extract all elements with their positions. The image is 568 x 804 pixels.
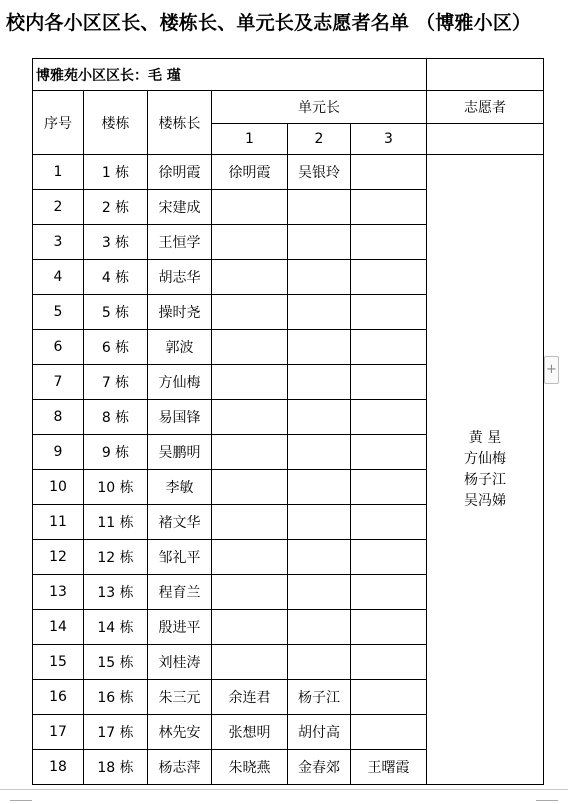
row-unit-1-cell [212, 540, 288, 575]
district-row-blank-cell [427, 59, 544, 91]
row-unit-1-cell [212, 190, 288, 225]
row-building-cell: 16 栋 [84, 680, 148, 715]
row-unit-3-cell [351, 365, 427, 400]
row-building-leader-cell: 易国锋 [148, 400, 212, 435]
row-building-cell: 4 栋 [84, 260, 148, 295]
row-unit-2-cell [288, 225, 351, 260]
row-index-cell: 3 [33, 225, 84, 260]
row-building-leader-cell: 郭波 [148, 330, 212, 365]
volunteer-subheader-blank [427, 124, 544, 155]
header-unit-1: 1 [212, 124, 288, 155]
row-index-cell: 11 [33, 505, 84, 540]
row-building-cell: 10 栋 [84, 470, 148, 505]
row-unit-3-cell [351, 190, 427, 225]
row-building-cell: 2 栋 [84, 190, 148, 225]
row-unit-3-cell [351, 400, 427, 435]
row-building-cell: 5 栋 [84, 295, 148, 330]
header-unit-2: 2 [288, 124, 351, 155]
volunteers-cell [427, 155, 544, 785]
row-building-leader-cell: 程育兰 [148, 575, 212, 610]
row-unit-3-cell [351, 610, 427, 645]
row-unit-1-cell [212, 575, 288, 610]
row-unit-2-cell: 吴银玲 [288, 155, 351, 190]
header-building-leader: 楼栋长 [148, 91, 212, 155]
row-unit-3-cell [351, 715, 427, 750]
row-index-cell: 12 [33, 540, 84, 575]
header-building: 楼栋 [84, 91, 148, 155]
row-unit-2-cell [288, 400, 351, 435]
row-unit-2-cell [288, 260, 351, 295]
plus-icon[interactable]: + [544, 356, 559, 384]
row-unit-3-cell [351, 435, 427, 470]
row-index-cell: 17 [33, 715, 84, 750]
row-unit-2-cell [288, 365, 351, 400]
row-building-leader-cell: 操时尧 [148, 295, 212, 330]
row-building-cell: 1 栋 [84, 155, 148, 190]
row-unit-1-cell: 余连君 [212, 680, 288, 715]
row-building-leader-cell: 方仙梅 [148, 365, 212, 400]
row-unit-3-cell [351, 680, 427, 715]
row-building-cell: 7 栋 [84, 365, 148, 400]
row-building-cell: 6 栋 [84, 330, 148, 365]
row-unit-2-cell: 杨子江 [288, 680, 351, 715]
row-index-cell: 9 [33, 435, 84, 470]
row-building-leader-cell: 王恒学 [148, 225, 212, 260]
row-unit-2-cell [288, 575, 351, 610]
row-building-cell: 12 栋 [84, 540, 148, 575]
row-building-leader-cell: 徐明霞 [148, 155, 212, 190]
row-unit-2-cell [288, 505, 351, 540]
row-index-cell: 18 [33, 750, 84, 785]
row-index-cell: 16 [33, 680, 84, 715]
row-unit-1-cell [212, 645, 288, 680]
row-index-cell: 7 [33, 365, 84, 400]
row-building-cell: 13 栋 [84, 575, 148, 610]
row-index-cell: 2 [33, 190, 84, 225]
row-unit-2-cell [288, 435, 351, 470]
header-unit-leaders: 单元长 [212, 91, 427, 124]
row-building-leader-cell: 胡志华 [148, 260, 212, 295]
row-building-leader-cell: 朱三元 [148, 680, 212, 715]
row-building-leader-cell: 杨志萍 [148, 750, 212, 785]
row-unit-3-cell [351, 295, 427, 330]
row-unit-1-cell [212, 330, 288, 365]
volunteer-name: 方仙梅 [464, 450, 506, 467]
row-unit-3-cell [351, 470, 427, 505]
row-unit-3-cell [351, 155, 427, 190]
row-unit-1-cell [212, 225, 288, 260]
row-building-leader-cell: 林先安 [148, 715, 212, 750]
page-bottom-edge [0, 789, 568, 804]
row-unit-3-cell [351, 540, 427, 575]
row-building-cell: 18 栋 [84, 750, 148, 785]
row-building-cell: 3 栋 [84, 225, 148, 260]
row-unit-2-cell [288, 470, 351, 505]
row-unit-2-cell: 胡付高 [288, 715, 351, 750]
header-index: 序号 [33, 91, 84, 155]
row-unit-3-cell [351, 645, 427, 680]
row-unit-1-cell [212, 505, 288, 540]
document-title: 校内各小区区长、楼栋长、单元长及志愿者名单 （博雅小区） [6, 12, 532, 34]
row-unit-1-cell [212, 260, 288, 295]
row-unit-2-cell [288, 645, 351, 680]
row-building-leader-cell: 吴鹏明 [148, 435, 212, 470]
row-index-cell: 8 [33, 400, 84, 435]
row-unit-3-cell [351, 260, 427, 295]
row-index-cell: 13 [33, 575, 84, 610]
volunteer-name: 黄 星 [468, 429, 502, 446]
row-unit-1-cell [212, 295, 288, 330]
row-unit-1-cell [212, 610, 288, 645]
row-index-cell: 5 [33, 295, 84, 330]
row-unit-2-cell [288, 610, 351, 645]
header-unit-3: 3 [351, 124, 427, 155]
row-index-cell: 10 [33, 470, 84, 505]
row-building-cell: 11 栋 [84, 505, 148, 540]
row-unit-1-cell [212, 400, 288, 435]
row-index-cell: 6 [33, 330, 84, 365]
row-unit-3-cell: 王曙霞 [351, 750, 427, 785]
table-row [33, 155, 544, 190]
row-unit-1-cell [212, 470, 288, 505]
row-unit-2-cell [288, 190, 351, 225]
row-index-cell: 15 [33, 645, 84, 680]
row-unit-3-cell [351, 575, 427, 610]
row-unit-1-cell: 朱晓燕 [212, 750, 288, 785]
row-unit-1-cell: 张想明 [212, 715, 288, 750]
row-building-cell: 9 栋 [84, 435, 148, 470]
row-building-cell: 14 栋 [84, 610, 148, 645]
row-building-leader-cell: 宋建成 [148, 190, 212, 225]
row-building-leader-cell: 刘桂涛 [148, 645, 212, 680]
district-leader-label: 博雅苑小区区长：毛 瑾 [33, 59, 427, 91]
row-unit-3-cell [351, 330, 427, 365]
row-building-leader-cell: 殷进平 [148, 610, 212, 645]
header-row [33, 91, 544, 124]
row-building-leader-cell: 邹礼平 [148, 540, 212, 575]
header-volunteers: 志愿者 [427, 91, 544, 124]
page-corner-mark-right [536, 791, 558, 801]
row-unit-2-cell [288, 540, 351, 575]
row-building-cell: 17 栋 [84, 715, 148, 750]
volunteer-name: 吴冯娣 [464, 492, 506, 509]
district-row [33, 59, 544, 91]
roster-table [32, 58, 544, 785]
roster-body [33, 59, 544, 785]
row-unit-2-cell [288, 295, 351, 330]
row-index-cell: 14 [33, 610, 84, 645]
row-unit-1-cell [212, 365, 288, 400]
row-unit-1-cell [212, 435, 288, 470]
volunteer-name: 杨子江 [464, 471, 506, 488]
row-building-leader-cell: 褚文华 [148, 505, 212, 540]
page-corner-mark-left [10, 791, 32, 801]
row-index-cell: 4 [33, 260, 84, 295]
row-index-cell: 1 [33, 155, 84, 190]
row-unit-3-cell [351, 505, 427, 540]
row-building-leader-cell: 李敏 [148, 470, 212, 505]
row-unit-2-cell [288, 330, 351, 365]
row-unit-1-cell: 徐明霞 [212, 155, 288, 190]
row-building-cell: 15 栋 [84, 645, 148, 680]
row-building-cell: 8 栋 [84, 400, 148, 435]
row-unit-2-cell: 金春郊 [288, 750, 351, 785]
row-unit-3-cell [351, 225, 427, 260]
